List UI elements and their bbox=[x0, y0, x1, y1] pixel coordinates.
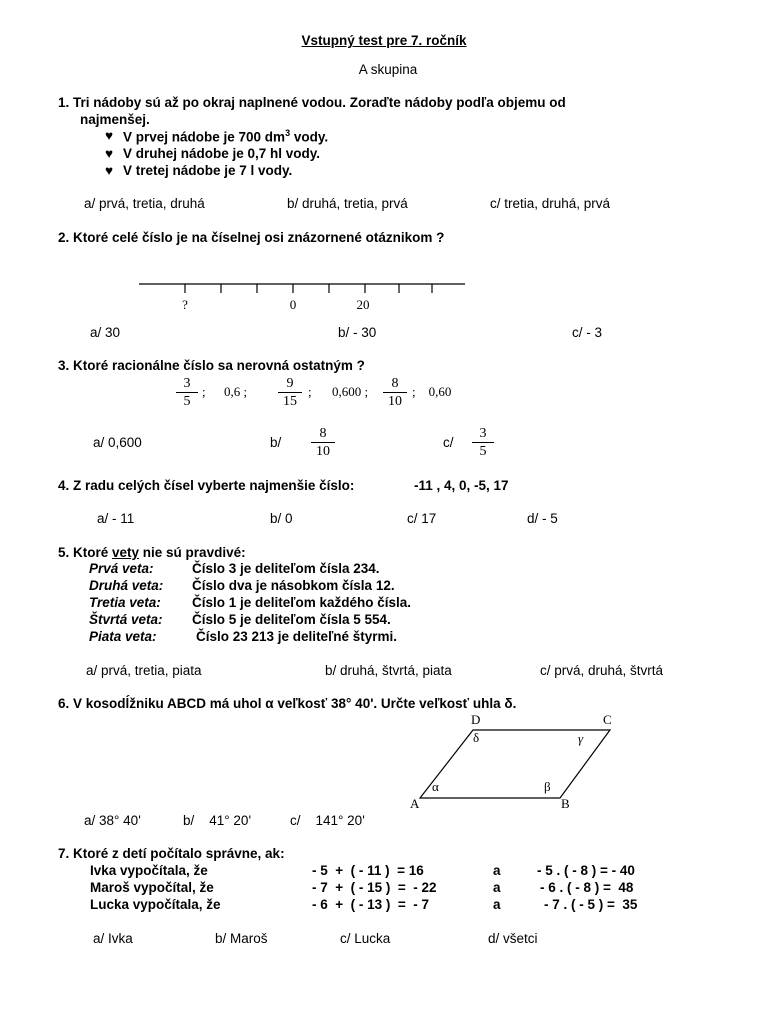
q1-answer-c: c/ tretia, druhá, prvá bbox=[490, 196, 611, 211]
q7-row-expr1: - 5 + ( - 11 ) = 16 bbox=[312, 863, 424, 878]
angle-gamma-label: γ bbox=[578, 731, 584, 746]
q7-row-name: Maroš vypočítal, že bbox=[90, 880, 214, 895]
q7-answer-b: b/ Maroš bbox=[215, 931, 268, 946]
q5-row-text: Číslo 3 je deliteľom čísla 234. bbox=[192, 561, 380, 576]
question-6-text: 6. V kosodĺžniku ABCD má uhol α veľkosť 38° 40'. Určte veľkosť uhla δ. bbox=[58, 696, 517, 711]
angle-alpha-label: α bbox=[432, 779, 439, 794]
q6-answer-b: b/ 41° 20' bbox=[183, 813, 252, 828]
q3-answer-a: a/ 0,600 bbox=[93, 435, 142, 450]
q7-answer-d: d/ všetci bbox=[488, 931, 538, 946]
q1-bullet-2: V druhej nádobe je 0,7 hl vody. bbox=[123, 146, 321, 161]
page-title: Vstupný test pre 7. ročník bbox=[301, 33, 467, 48]
q7-row-expr2: - 6 . ( - 8 ) = 48 bbox=[540, 880, 634, 895]
q1-answer-b: b/ druhá, tretia, prvá bbox=[287, 196, 408, 211]
vertex-c-label: C bbox=[603, 712, 612, 727]
q2-answer-c: c/ - 3 bbox=[572, 325, 603, 340]
vertex-b-label: B bbox=[561, 796, 570, 811]
q7-row-conj: a bbox=[493, 880, 501, 895]
q5-answer-b: b/ druhá, štvrtá, piata bbox=[325, 663, 452, 678]
fraction-3-5: 3 5 bbox=[176, 376, 198, 409]
q3-separator: ; bbox=[202, 384, 206, 399]
q7-row-expr2: - 7 . ( - 5 ) = 35 bbox=[544, 897, 638, 912]
angle-delta-label: δ bbox=[473, 730, 480, 745]
vertex-a-label: A bbox=[410, 796, 420, 811]
q3-answer-b-label: b/ bbox=[270, 435, 282, 450]
q7-answer-c: c/ Lucka bbox=[340, 931, 391, 946]
question-1-text-cont: najmenšej. bbox=[80, 112, 150, 127]
q2-answer-b: b/ - 30 bbox=[338, 325, 377, 340]
angle-beta-label: β bbox=[544, 779, 551, 794]
q7-row-conj: a bbox=[493, 897, 501, 912]
heart-bullet-icon: ♥ bbox=[105, 146, 114, 161]
q7-row-expr1: - 6 + ( - 13 ) = - 7 bbox=[312, 897, 430, 912]
q4-answer-a: a/ - 11 bbox=[97, 511, 135, 526]
q3-separator: ; bbox=[308, 384, 312, 399]
q7-row-name: Lucka vypočítala, že bbox=[90, 897, 221, 912]
q5-row-label: Tretia veta: bbox=[89, 595, 161, 610]
q7-row-name: Ivka vypočítala, že bbox=[90, 863, 208, 878]
question-4-numbers: -11 , 4, 0, -5, 17 bbox=[414, 478, 509, 493]
q3-answer-c-label: c/ bbox=[443, 435, 454, 450]
q4-answer-b: b/ 0 bbox=[270, 511, 293, 526]
question-2-text: 2. Ktoré celé číslo je na číselnej osi znázornené otáznikom ? bbox=[58, 230, 445, 245]
question-1-text: 1. Tri nádoby sú až po okraj naplnené vodou. Zoraďte nádoby podľa objemu od bbox=[58, 95, 566, 110]
q5-row-text: Číslo 1 je deliteľom každého čísla. bbox=[192, 595, 412, 610]
q1-bullet-1: V prvej nádobe je 700 $dm^3$ vody. bbox=[123, 128, 329, 145]
q3-answer-c-fraction: 3 5 bbox=[472, 426, 494, 459]
fraction-9-15: 9 15 bbox=[278, 376, 302, 409]
q5-answer-c: c/ prvá, druhá, štvrtá bbox=[540, 663, 664, 678]
q3-decimal-0-600: 0,600 ; bbox=[332, 384, 369, 399]
number-line-ticks bbox=[185, 284, 432, 293]
q3-decimal-0-60: ; 0,60 bbox=[412, 384, 452, 399]
heart-bullet-icon: ♥ bbox=[105, 163, 114, 178]
number-line-label-zero: 0 bbox=[289, 297, 297, 312]
number-line-label-twenty: 20 bbox=[356, 297, 370, 312]
q4-answer-d: d/ - 5 bbox=[527, 511, 558, 526]
q7-row-expr2: - 5 . ( - 8 ) = - 40 bbox=[537, 863, 635, 878]
question-5-text: 5. Ktoré vety nie sú pravdivé: bbox=[58, 545, 246, 560]
q3-answer-b-fraction: 8 10 bbox=[311, 426, 335, 459]
page-subtitle: A skupina bbox=[358, 62, 418, 77]
q7-row-expr1: - 7 + ( - 15 ) = - 22 bbox=[312, 880, 437, 895]
q5-row-text: Číslo 23 213 je deliteľné štyrmi. bbox=[196, 629, 398, 644]
q6-answer-c: c/ 141° 20' bbox=[290, 813, 365, 828]
vertex-d-label: D bbox=[471, 712, 481, 727]
question-7-text: 7. Ktoré z detí počítalo správne, ak: bbox=[58, 846, 285, 861]
q7-answer-a: a/ Ivka bbox=[93, 931, 133, 946]
question-4-text: 4. Z radu celých čísel vyberte najmenšie číslo: bbox=[58, 478, 355, 493]
q5-row-label: Druhá veta: bbox=[89, 578, 164, 593]
q5-answer-a: a/ prvá, tretia, piata bbox=[86, 663, 202, 678]
number-line-label-question: ? bbox=[182, 297, 188, 312]
q3-decimal-0-6: 0,6 ; bbox=[224, 384, 248, 399]
q6-answer-a: a/ 38° 40' bbox=[84, 813, 141, 828]
q5-row-label: Piata veta: bbox=[89, 629, 157, 644]
q5-row-text: Číslo 5 je deliteľom čísla 5 554. bbox=[192, 612, 391, 627]
q1-answer-a: a/ prvá, tretia, druhá bbox=[84, 196, 205, 211]
parallelogram-diagram bbox=[405, 710, 620, 812]
q5-row-label: Prvá veta: bbox=[89, 561, 154, 576]
q7-row-conj: a bbox=[493, 863, 501, 878]
q2-answer-a: a/ 30 bbox=[90, 325, 121, 340]
heart-bullet-icon: ♥ bbox=[105, 128, 114, 143]
fraction-8-10: 8 10 bbox=[383, 376, 407, 409]
q1-bullet-3: V tretej nádobe je 7 l vody. bbox=[123, 163, 293, 178]
q5-row-label: Štvrtá veta: bbox=[89, 612, 163, 627]
q5-row-text: Číslo dva je násobkom čísla 12. bbox=[192, 578, 395, 593]
question-3-text: 3. Ktoré racionálne číslo sa nerovná ostatným ? bbox=[58, 358, 365, 373]
number-line bbox=[135, 276, 470, 316]
q4-answer-c: c/ 17 bbox=[407, 511, 437, 526]
